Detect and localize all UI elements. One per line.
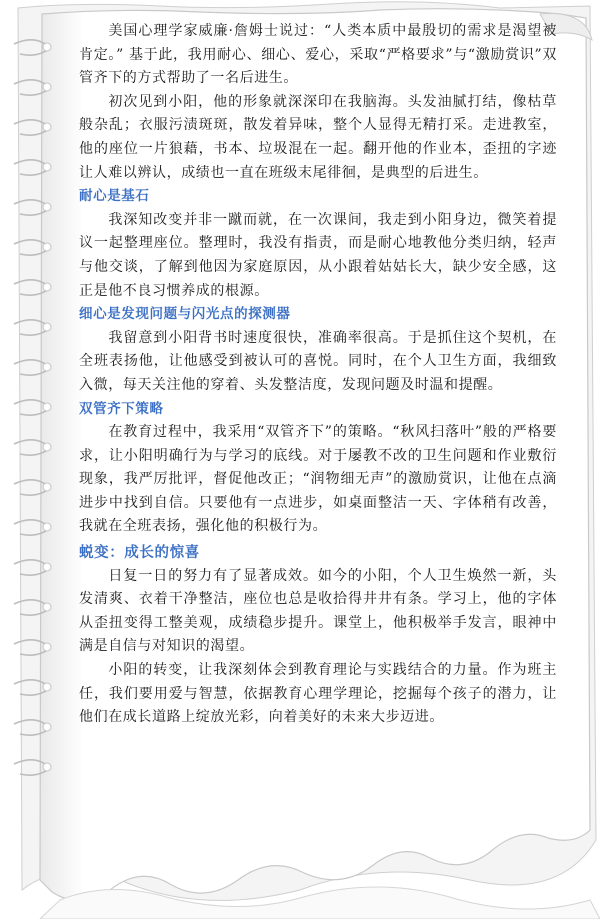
section-heading-patience: 耐心是基石 <box>79 188 150 205</box>
paragraph-patience: 我深知改变并非一蹴而就，在一次课间，我走到小阳身边，微笑着提议一起整理座位。整理时，我没有指责，而是耐心地教他分类归纳，轻声与他交谈，了解到他因为家庭原因，从小跟着姑姑长大，缺少安全感，这正是他不良习惯养成的根源。 <box>79 211 557 299</box>
paragraph-conclusion: 小阳的转变，让我深刻体会到教育理论与实践结合的力量。作为班主任，我们要用爱与智慧，依据教育心理学理论，挖掘每个孩子的潜力，让他们在成长道路上绽放光彩，向着美好的未来大步迈进。 <box>79 662 557 726</box>
article-body <box>79 20 557 730</box>
paragraph-careful: 我留意到小阳背书时速度很快，准确率很高。于是抓住这个契机，在全班表扬他，让他感受到被认可的喜悦。同时，在个人卫生方面，我细致入微，每天关注他的穿着、头发整洁度，发现问题及时温和提醒。 <box>79 329 557 393</box>
section-heading-dual-strategy: 双管齐下策略 <box>79 400 164 417</box>
paragraph-intro: 美国心理学家威廉·詹姆士说过：“人类本质中最殷切的需求是渴望被肯定。” 基于此，我用耐心、细心、爱心，采取“严格要求”与“激励赏识”双管齐下的方式帮助了一名后进生。 <box>79 23 557 87</box>
section-heading-transformation: 蜕变：成长的惊喜 <box>79 544 200 562</box>
section-heading-careful: 细心是发现问题与闪光点的探测器 <box>79 306 291 323</box>
paragraph-first-meet: 初次见到小阳，他的形象就深深印在我脑海。头发油腻打结，像枯草般杂乱；衣服污渍斑斑，散发着异味，整个人显得无精打采。走进教室，他的座位一片狼藉，书本、垃圾混在一起。翻开他的作业本，歪扭的字迹让人难以辨认，成绩也一直在班级末尾徘徊，是典型的后进生。 <box>79 93 557 181</box>
paragraph-transformation: 日复一日的努力有了显著成效。如今的小阳，个人卫生焕然一新，头发清爽、衣着干净整洁，座位也总是收拾得井井有条。学习上，他的字体从歪扭变得工整美观，成绩稳步提升。课堂上，他积极举手发言，眼神中满是自信与对知识的渴望。 <box>79 567 557 655</box>
paragraph-dual-strategy: 在教育过程中，我采用“双管齐下”的策略。“秋风扫落叶”般的严格要求，让小阳明确行为与学习的底线。对于屡教不改的卫生问题和作业敷衍现象，我严厉批评，督促他改正；“润物细无声”的激励赏识，让他在点滴进步中找到自信。只要他有一点进步，如桌面整洁一天、字体稍有改善，我就在全班表扬，强化他的积极行为。 <box>79 424 557 535</box>
